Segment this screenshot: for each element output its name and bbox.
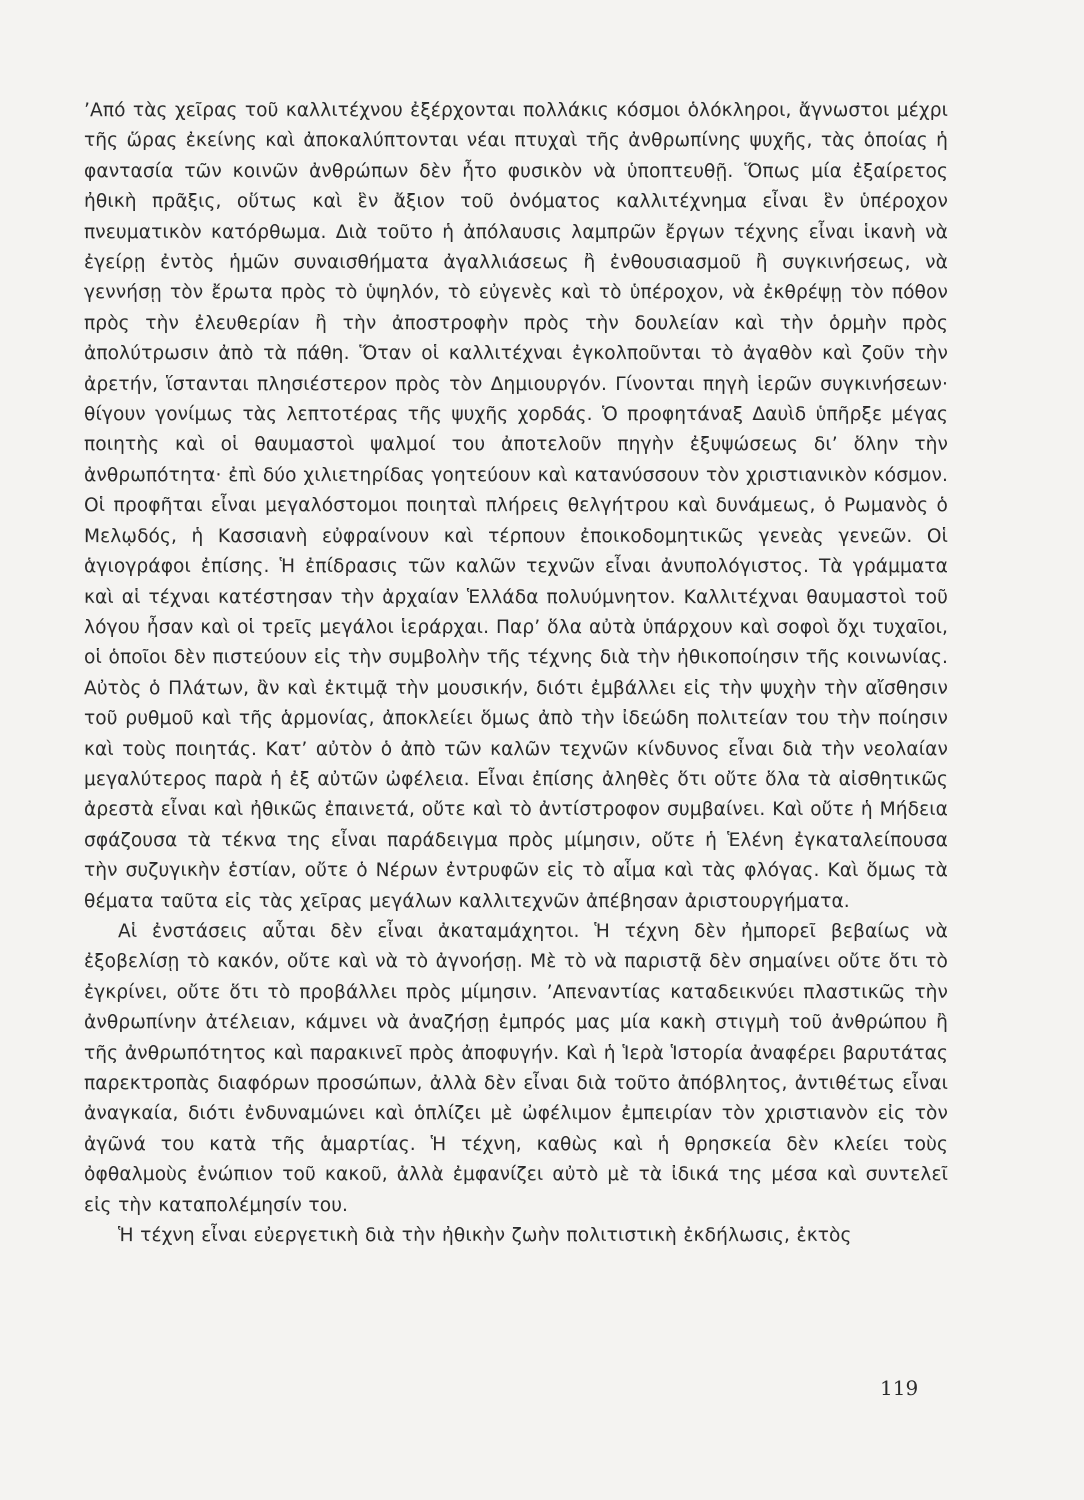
page-number: 119	[880, 1376, 919, 1400]
body-text	[84, 96, 948, 1251]
paragraph-1: ’Από τὰς χεῖρας τοῦ καλλιτέχνου ἐξέρχονται πολλάκις κόσμοι ὁλόκληροι, ἄγνωστοι μέχρι τῆς ὥρας ἐκείνης καὶ ἀποκαλύπτονται νέαι πτυχαὶ τῆς ἀνθρωπίνης ψυχῆς, τὰς ὁποίας ἡ φαντασία τῶν κοινῶν ἀνθρώπων δὲν ἦτο φυσικὸν νὰ ὑποπτευθῇ. Ὅπως μία ἐξαίρετος ἠθικὴ πρᾶξις, οὕτως καὶ ἓν ἄξιον τοῦ ὀνόματος καλλιτέχνημα εἶναι ἓν ὑπέροχον πνευματικὸν κατόρθωμα. Διὰ τοῦτο ἡ ἀπόλαυσις λαμπρῶν ἔργων τέχνης εἶναι ἱκανὴ νὰ ἐγείρῃ ἐντὸς ἡμῶν συναισθήματα ἀγαλλιάσεως ἢ ἐνθουσιασμοῦ ἢ συγκινήσεως, νὰ γεννήσῃ τὸν ἔρωτα πρὸς τὸ ὑψηλόν, τὸ εὐγενὲς καὶ τὸ ὑπέροχον, νὰ ἐκθρέψῃ τὸν πόθον πρὸς τὴν ἐλευθερίαν ἢ τὴν ἀποστροφὴν πρὸς τὴν δουλείαν καὶ τὴν ὁρμὴν πρὸς ἀπολύτρωσιν ἀπὸ τὰ πάθη. Ὅταν οἱ καλλιτέχναι ἐγκολποῦνται τὸ ἀγαθὸν καὶ ζοῦν τὴν ἀρετήν, ἵστανται πλησιέστερον πρὸς τὸν Δημιουργόν. Γίνονται πηγὴ ἱερῶν συγκινήσεων· θίγουν γονίμως τὰς λεπτοτέρας τῆς ψυχῆς χορδάς. Ὁ προφητάναξ Δαυὶδ ὑπῆρξε μέγας ποιητὴς καὶ οἱ θαυμαστοὶ ψαλμοί του ἀποτελοῦν πηγὴν ἐξυψώσεως δι’ ὅλην τὴν ἀνθρωπότητα· ἐπὶ δύο χιλιετηρίδας γοητεύουν καὶ κατανύσσουν τὸν χριστιανικὸν κόσμον. Οἱ προφῆται εἶναι μεγαλόστομοι ποιηταὶ πλήρεις θελγήτρου καὶ δυνάμεως, ὁ Ρωμανὸς ὁ Μελῳδός, ἡ Κασσιανὴ εὐφραίνουν καὶ τέρπουν ἐποικοδομητικῶς γενεὰς γενεῶν. Οἱ ἁγιογράφοι ἐπίσης. Ἡ ἐπίδρασις τῶν καλῶν τεχνῶν εἶναι ἀνυπολόγιστος. Τὰ γράμματα καὶ αἱ τέχναι κατέστησαν τὴν ἀρχαίαν Ἑλλάδα πολυύμνητον. Καλλιτέχναι θαυμαστοὶ τοῦ λόγου ἦσαν καὶ οἱ τρεῖς μεγάλοι ἱεράρχαι. Παρ’ ὅλα αὐτὰ ὑπάρχουν καὶ σοφοὶ ὄχι τυχαῖοι, οἱ ὁποῖοι δὲν πιστεύουν εἰς τὴν συμβολὴν τῆς τέχνης διὰ τὴν ἠθικοποίησιν τῆς κοινωνίας. Αὐτὸς ὁ Πλάτων, ἂν καὶ ἐκτιμᾷ τὴν μουσικήν, διότι ἐμβάλλει εἰς τὴν ψυχὴν τὴν αἴσθησιν τοῦ ρυθμοῦ καὶ τῆς ἁρμονίας, ἀποκλείει ὅμως ἀπὸ τὴν ἰδεώδη πολιτείαν του τὴν ποίησιν καὶ τοὺς ποιητάς. Κατ’ αὐτὸν ὁ ἀπὸ τῶν καλῶν τεχνῶν κίνδυνος εἶναι διὰ τὴν νεολαίαν μεγαλύτερος παρὰ ἡ ἐξ αὐτῶν ὠφέλεια. Εἶναι ἐπίσης ἀληθὲς ὅτι οὔτε ὅλα τὰ αἰσθητικῶς ἀρεστὰ εἶναι καὶ ἠθικῶς ἐπαινετά, οὔτε καὶ τὸ ἀντίστροφον συμβαίνει. Καὶ οὔτε ἡ Μήδεια σφάζουσα τὰ τέκνα της εἶναι παράδειγμα πρὸς μίμησιν, οὔτε ἡ Ἑλένη ἐγκαταλείπουσα τὴν συζυγικὴν ἑστίαν, οὔτε ὁ Νέρων ἐντρυφῶν εἰς τὸ αἷμα καὶ τὰς φλόγας. Καὶ ὅμως τὰ θέματα ταῦτα εἰς τὰς χεῖρας μεγάλων καλλιτεχνῶν ἀπέβησαν ἀριστουργήματα.	[84, 100, 948, 912]
paragraph-3: Ἡ τέχνη εἶναι εὐεργετικὴ διὰ τὴν ἠθικὴν ζωὴν πολιτιστικὴ ἐκδήλωσις, ἐκτὸς	[118, 1225, 852, 1247]
paragraph-2: Αἱ ἐνστάσεις αὗται δὲν εἶναι ἀκαταμάχητοι. Ἡ τέχνη δὲν ἠμπορεῖ βεβαίως νὰ ἐξοβελίσῃ τὸ κακόν, οὔτε καὶ νὰ τὸ ἀγνοήσῃ. Μὲ τὸ νὰ παριστᾷ δὲν σημαίνει οὔτε ὅτι τὸ ἐγκρίνει, οὔτε ὅτι τὸ προβάλλει πρὸς μίμησιν. ’Απεναντίας καταδεικνύει πλαστικῶς τὴν ἀνθρωπίνην ἀτέλειαν, κάμνει νὰ ἀναζήσῃ ἐμπρός μας μία κακὴ στιγμὴ τοῦ ἀνθρώπου ἢ τῆς ἀνθρωπότητος καὶ παρακινεῖ πρὸς ἀποφυγήν. Καὶ ἡ Ἱερὰ Ἱστορία ἀναφέρει βαρυτάτας παρεκτροπὰς διαφόρων προσώπων, ἀλλὰ δὲν εἶναι διὰ τοῦτο ἀπόβλητος, ἀντιθέτως εἶναι ἀναγκαία, διότι ἐνδυναμώνει καὶ ὁπλίζει μὲ ὠφέλιμον ἐμπειρίαν τὸν χριστιανὸν εἰς τὸν ἀγῶνά του κατὰ τῆς ἁμαρτίας. Ἡ τέχνη, καθὼς καὶ ἡ θρησκεία δὲν κλείει τοὺς ὀφθαλμοὺς ἐνώπιον τοῦ κακοῦ, ἀλλὰ ἐμφανίζει αὐτὸ μὲ τὰ ἰδικά της μέσα καὶ συντελεῖ εἰς τὴν καταπολέμησίν του.	[84, 920, 948, 1216]
